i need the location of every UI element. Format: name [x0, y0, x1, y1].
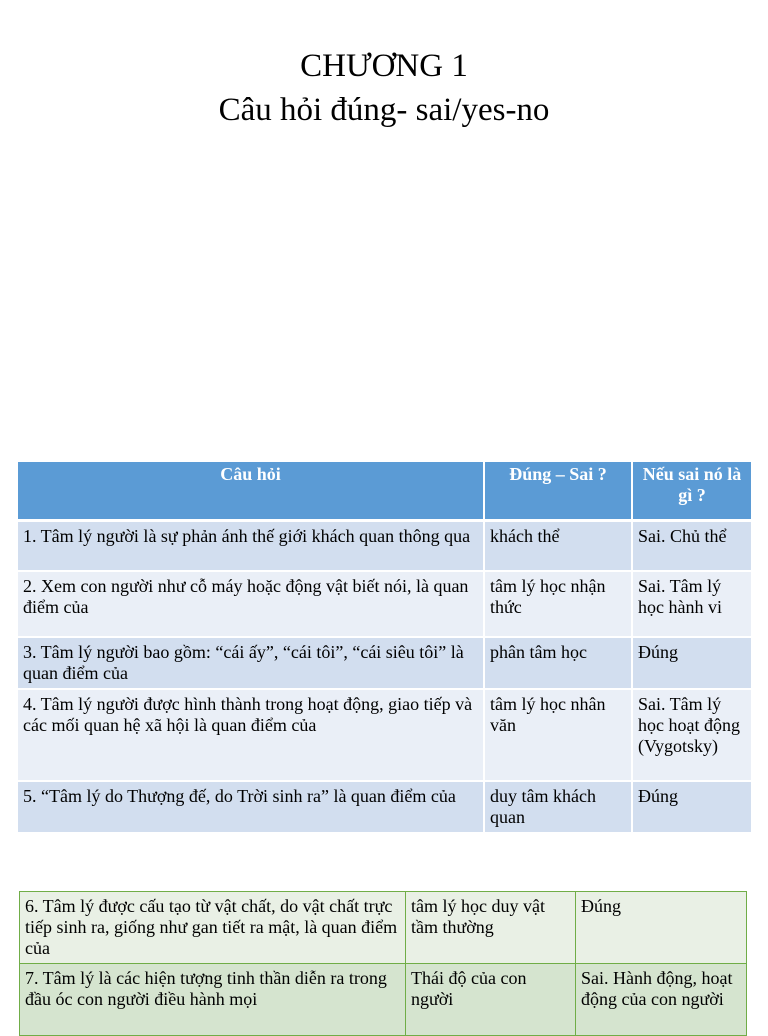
answer-cell: tâm lý học duy vật tầm thường — [406, 892, 576, 964]
table-row — [18, 689, 751, 781]
question-cell: 6. Tâm lý được cấu tạo từ vật chất, do vật chất trực tiếp sinh ra, giống như gan tiết ra mật, là quan điểm của — [20, 892, 406, 964]
answer-cell: Thái độ của con người — [406, 964, 576, 1036]
correction-cell: Đúng — [632, 637, 751, 689]
answer-cell: khách thể — [484, 521, 632, 571]
header-true-false: Đúng – Sai ? — [484, 462, 632, 521]
answer-cell: tâm lý học nhân văn — [484, 689, 632, 781]
answer-cell: duy tâm khách quan — [484, 781, 632, 833]
header-if-false: Nếu sai nó là gì ? — [632, 462, 751, 521]
answer-cell: phân tâm học — [484, 637, 632, 689]
correction-cell: Đúng — [576, 892, 747, 964]
correction-cell: Sai. Tâm lý học hành vi — [632, 571, 751, 637]
table-row — [18, 571, 751, 637]
table-row — [18, 521, 751, 571]
correction-cell: Sai. Chủ thể — [632, 521, 751, 571]
chapter-subtitle: Câu hỏi đúng- sai/yes-no — [218, 92, 550, 128]
table-row — [20, 892, 747, 964]
correction-cell: Đúng — [632, 781, 751, 833]
correction-cell: Sai. Tâm lý học hoạt động (Vygotsky) — [632, 689, 751, 781]
question-cell: 4. Tâm lý người được hình thành trong hoạt động, giao tiếp và các mối quan hệ xã hội là quan điểm của — [18, 689, 484, 781]
table-row — [20, 964, 747, 1036]
table-header-row — [18, 462, 751, 521]
page-title — [0, 46, 768, 130]
header-question: Câu hỏi — [18, 462, 484, 521]
question-cell: 5. “Tâm lý do Thượng đế, do Trời sinh ra” là quan điểm của — [18, 781, 484, 833]
table-row — [18, 781, 751, 833]
question-cell: 3. Tâm lý người bao gồm: “cái ấy”, “cái tôi”, “cái siêu tôi” là quan điểm của — [18, 637, 484, 689]
correction-cell: Sai. Hành động, hoạt động của con người — [576, 964, 747, 1036]
question-cell: 1. Tâm lý người là sự phản ánh thế giới khách quan thông qua — [18, 521, 484, 571]
chapter-title: CHƯƠNG 1 — [300, 48, 468, 84]
quiz-table-2 — [19, 891, 747, 1036]
table-row — [18, 637, 751, 689]
question-cell: 7. Tâm lý là các hiện tượng tinh thần diễn ra trong đầu óc con người điều hành mọi — [20, 964, 406, 1036]
question-cell: 2. Xem con người như cỗ máy hoặc động vật biết nói, là quan điểm của — [18, 571, 484, 637]
quiz-table-1 — [18, 462, 751, 834]
answer-cell: tâm lý học nhận thức — [484, 571, 632, 637]
